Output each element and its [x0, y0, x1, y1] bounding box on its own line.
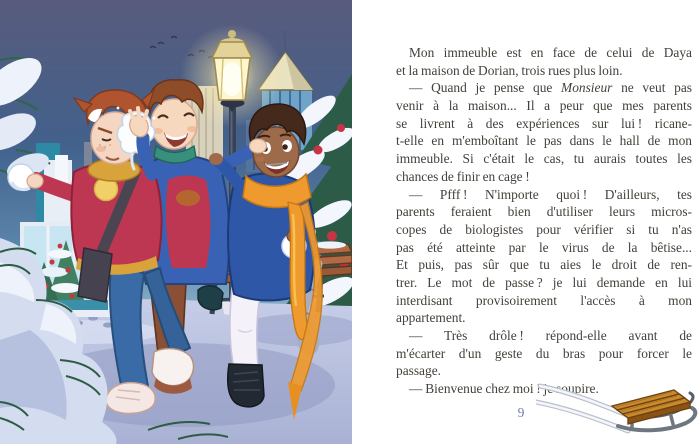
text-line: et la maison de Dorian, trois rues plus loin. [396, 62, 623, 78]
text-line: Mon immeuble est en face de celui de Daya [409, 45, 692, 60]
page-number: 9 [517, 405, 525, 420]
text-line: trer. Le mot de passe ? je lui demande en lui [396, 274, 692, 290]
text-line: Et puis, pas sûr que tu aies le droit de ren- [396, 257, 692, 273]
text-line: parents feraient bien d'utiliser leurs micros- [396, 204, 692, 220]
body-text [396, 44, 692, 398]
text-line: interdisant provisoirement l'accès à mon [396, 292, 692, 308]
girl-back-boot [198, 286, 223, 310]
text-line: pas été atteinte par le virus de la bêtise... [396, 239, 692, 255]
text-line: immeuble. Si c'était le cas, tu aurais toutes les [396, 151, 692, 167]
text-line: appartement. [396, 310, 466, 326]
text-line: — Bienvenue chez moi ! je soupire. [409, 381, 599, 397]
girl-boot [228, 364, 264, 407]
messenger-bag [78, 248, 112, 302]
text-line: passage. [396, 363, 441, 379]
boy-middle-hand-on-head [250, 139, 267, 153]
text-line: se livrent à des expériences sur lui ! ricane- [396, 115, 692, 131]
sled-illustration [536, 378, 700, 444]
text-line: — Pfff ! N'importe quoi ! D'ailleurs, tes [409, 186, 692, 202]
text-line: venir à la maison... Il a peur que mes parents [396, 98, 692, 114]
sled-planks [612, 390, 690, 424]
boy-middle-shirt [166, 176, 211, 269]
girl-hand [209, 153, 223, 165]
lamp-finial [228, 30, 236, 38]
text-line: m'écarter d'un geste du bras pour forcer le [396, 345, 692, 361]
text-line: copes de biologistes pour vérifier si tu n'as [396, 221, 692, 237]
text-line: — Très drôle ! répond-elle avant de [409, 328, 692, 343]
text-line: — Quand je pense que Monsieur ne veut pas [409, 80, 692, 96]
text-line: t-elle en m'emboîtant le pas dans le hall de mon [396, 133, 692, 149]
text-line: chances de finir en cage ! [396, 168, 530, 184]
